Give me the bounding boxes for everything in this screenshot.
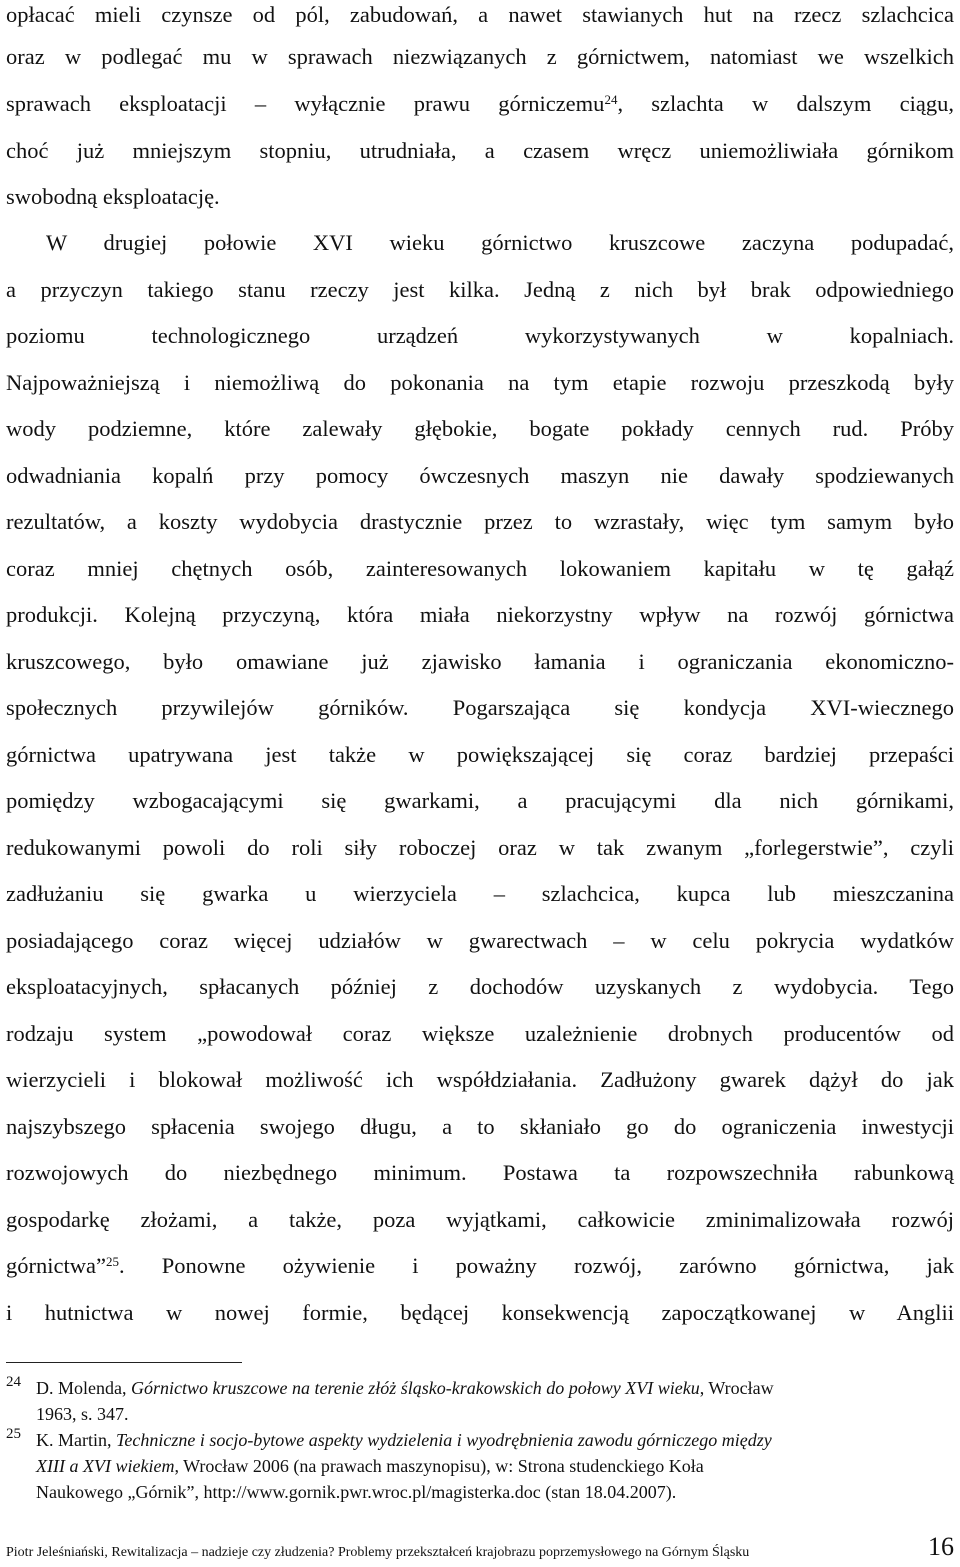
body-line: najszybszego spłacenia swojego długu, a to skłaniało go do ograniczenia inwestycji: [6, 1114, 954, 1139]
body-line: a przyczyn takiego stanu rzeczy jest kilka. Jedną z nich był brak odpowiedniego: [6, 277, 954, 302]
footnote-line: Naukowego „Górnik”, http://www.gornik.pwr.wroc.pl/magisterka.doc (stan 18.04.2007).: [36, 1482, 677, 1502]
body-text: , szlachta w dalszym ciągu,: [617, 91, 954, 116]
body-line: redukowanymi powoli do roli siły roboczej oraz w tak zwanym „forlegerstwie”, czyli: [6, 835, 954, 860]
footnote-title: Techniczne i socjo-bytowe aspekty wydzielenia i wyodrębnienia zawodu górniczego między: [116, 1430, 772, 1450]
body-line: opłacać mieli czynsze od pól, zabudowań, a nawet stawianych hut na rzecz szlachcica: [6, 2, 954, 27]
footnote-separator: [6, 1362, 242, 1363]
body-text: . Ponowne ożywienie i poważny rozwój, zarówno górnictwa, jak: [118, 1253, 954, 1278]
footnote-author: K. Martin,: [36, 1430, 116, 1450]
body-line: choć już mniejszym stopniu, utrudniała, a czasem wręcz uniemożliwiała górnikom: [6, 138, 954, 163]
footnote-ref-24: 24: [604, 92, 618, 107]
body-line: wierzycieli i blokował możliwość ich współdziałania. Zadłużony gwarek dążył do jak: [6, 1067, 954, 1092]
body-line: coraz mniej chętnych osób, zainteresowanych lokowaniem kapitału w tę gałąź: [6, 556, 954, 581]
body-line: [6, 89, 954, 119]
footnote-title: XIII a XVI wiekiem: [36, 1456, 175, 1476]
body-text: sprawach eksploatacji – wyłącznie prawu górniczemu: [6, 91, 605, 116]
footnote-author: D. Molenda,: [36, 1378, 131, 1398]
body-text: górnictwa”: [6, 1253, 106, 1278]
body-line: [6, 1251, 954, 1281]
body-line: posiadającego coraz więcej udziałów w gwarectwach – w celu pokrycia wydatków: [6, 928, 954, 953]
footnote-rest: , Wrocław 2006 (na prawach maszynopisu), w: Strona studenckiego Koła: [174, 1456, 704, 1476]
body-line: rodzaju system „powodował coraz większe uzależnienie drobnych producentów od: [6, 1021, 954, 1046]
page-number: 16: [928, 1532, 954, 1561]
body-line: i hutnictwa w nowej formie, będącej konsekwencją zapoczątkowanej w Anglii: [6, 1300, 954, 1325]
body-line: społecznych przywilejów górników. Pogarszająca się kondycja XVI-wiecznego: [6, 695, 954, 720]
footnote-text: [36, 1427, 960, 1505]
body-line: poziomu technologicznego urządzeń wykorzystywanych w kopalniach.: [6, 323, 954, 348]
footnote-ref-25: 25: [105, 1254, 119, 1269]
body-line: kruszcowego, było omawiane już zjawisko łamania i ograniczania ekonomiczno-: [6, 649, 954, 674]
page-footer: [6, 1532, 954, 1564]
body-line: zadłużaniu się gwarka u wierzyciela – szlachcica, kupca lub mieszczanina: [6, 881, 954, 906]
body-line: eksploatacyjnych, spłacanych później z dochodów uzyskanych z wydobycia. Tego: [6, 974, 954, 999]
body-line: gospodarkę złożami, a także, poza wyjątkami, całkowicie zminimalizowała rozwój: [6, 1207, 954, 1232]
body-line: rezultatów, a koszty wydobycia drastycznie przez to wzrastały, więc tym samym było: [6, 509, 954, 534]
body-line: pomiędzy wzbogacającymi się gwarkami, a pracującymi dla nich górnikami,: [6, 788, 954, 813]
body-line: oraz w podlegać mu w sprawach niezwiązanych z górnictwem, natomiast we wszelkich: [6, 44, 954, 69]
body-line: produkcji. Kolejną przyczyną, która miała niekorzystny wpływ na rozwój górnictwa: [6, 602, 954, 627]
footnote-title: Górnictwo kruszcowe na terenie złóż śląsko-krakowskich do połowy XVI wieku: [130, 1378, 700, 1398]
body-line: odwadniania kopalń przy pomocy ówczesnych maszyn nie dawały spodziewanych: [6, 463, 954, 488]
footnote-line: 1963, s. 347.: [36, 1404, 129, 1424]
footnote-number: 24: [6, 1374, 21, 1390]
body-line: rozwojowych do niezbędnego minimum. Postawa ta rozpowszechniła rabunkową: [6, 1160, 954, 1185]
body-line: Najpoważniejszą i niemożliwą do pokonania na tym etapie rozwoju przeszkodą były: [6, 370, 954, 395]
body-line: wody podziemne, które zalewały głębokie, bogate pokłady cennych rud. Próby: [6, 416, 954, 441]
footnote-number: 25: [6, 1426, 21, 1442]
footnote-rest: , Wrocław: [699, 1378, 774, 1398]
footnote-text: [36, 1375, 960, 1427]
body-line: swobodną eksploatację.: [6, 184, 220, 209]
body-line: W drugiej połowie XVI wieku górnictwo kruszcowe zaczyna podupadać,: [46, 230, 954, 255]
body-line: górnictwa upatrywana jest także w powiększającej się coraz bardziej przepaści: [6, 742, 954, 767]
footer-text: Piotr Jeleśniański, Rewitalizacja – nadzieje czy złudzenia? Problemy przekształceń krajobrazu poprzemysłowego na Górnym Śląsku: [6, 1545, 750, 1560]
